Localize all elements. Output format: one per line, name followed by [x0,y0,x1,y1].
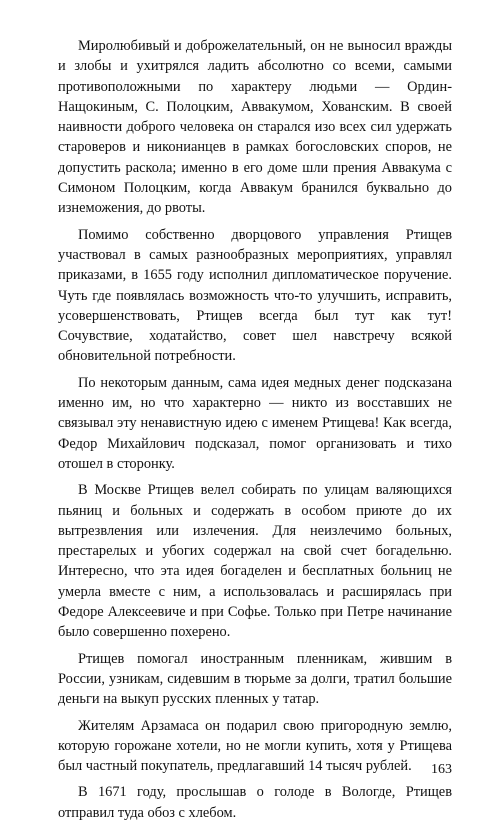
paragraph: Помимо собственно дворцового управления Ртищев участвовал в самых разнообразных мероприятиях, управлял приказами, в 1655 году исполнил дипломатическое поручение. Чуть где появлялась возможность что-то улучшить, исправить, усовершенствовать, Ртищев всегда был тут как тут! Сочувствие, ходатайство, совет шел навстречу всякой обновительной потребности. [58,226,452,365]
page-number: 163 [431,762,452,777]
paragraph: Миролюбивый и доброжелательный, он не выносил вражды и злобы и ухитрялся ладить абсолютно со всеми, самыми противоположными по характеру людьми — Ордин-Нащокиным, С. Полоцким, Аввакумом, Хованским. В своей наивности доброго человека он старался изо всех сил удержать староверов и никонианцев в рамках богословских споров, не допустить раскола; именно в его доме шли прения Аввакума с Симоном Полоцким, когда Аввакум бранился буквально до изнеможения, до рвоты. [58,38,452,217]
paragraph: Жителям Арзамаса он подарил свою пригородную землю, которую горожане хотели, но не могли купить, хотя у Ртищева был частный покупатель, предлагавший 14 тысяч рублей. [58,717,452,775]
body-text [58,36,452,829]
paragraph: В Москве Ртищев велел собирать по улицам валяющихся пьяниц и больных и содержать в особом приюте до их вытрезвления или излечения. Для неизлечимо больных, престарелых и убогих содержал на свой счет богадельню. Интересно, что эта идея богаделен и бесплатных больниц не умерла вместе с ним, а использовалась и расширялась при Федоре Алексеевиче и при Софье. Только при Петре начинание было совершенно похерено. [58,482,452,641]
paragraph: По некоторым данным, сама идея медных денег подсказана именно им, но что характерно — никто из восставших не связывал эту ненавистную идею с именем Ртищева! Как всегда, Федор Михайлович подсказал, помог организовать и тихо отошел в сторонку. [58,374,452,472]
paragraph: В 1671 году, прослышав о голоде в Вологде, Ртищев отправил туда обоз с хлебом. [58,784,452,821]
paragraph: Ртищев помогал иностранным пленникам, жившим в России, узникам, сидевшим в тюрьме за долги, тратил большие деньги на выкуп русских пленных у татар. [58,650,452,708]
